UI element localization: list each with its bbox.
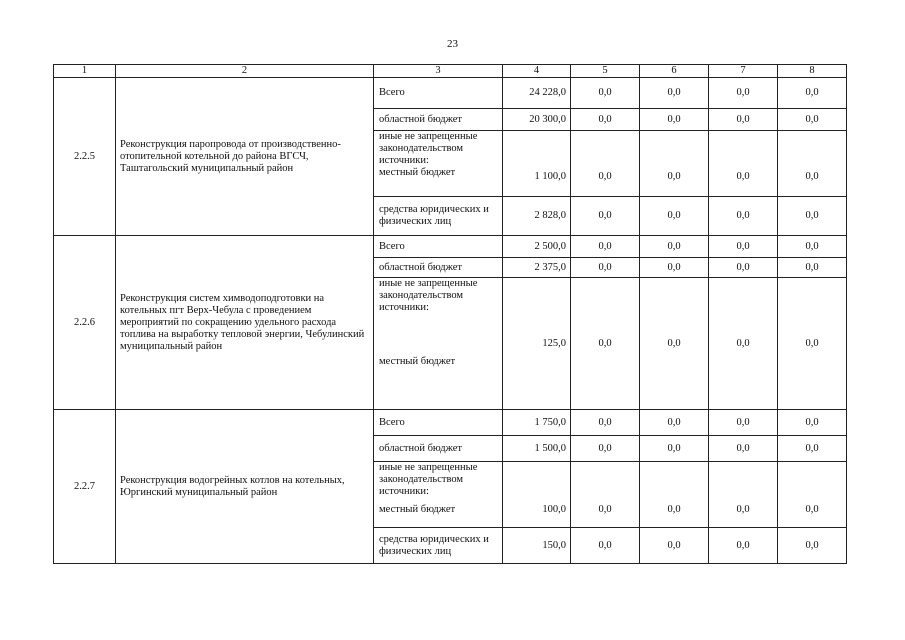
value-cell: 0,0 (778, 236, 847, 258)
value-cell: 0,0 (640, 528, 709, 564)
value-cell: 0,0 (571, 109, 640, 131)
column-header: 6 (640, 65, 709, 78)
value-cell: 2 500,0 (503, 236, 571, 258)
value-cell: 2 828,0 (503, 197, 571, 236)
table-row (54, 410, 847, 436)
value-cell: 20 300,0 (503, 109, 571, 131)
value-cell: 0,0 (709, 462, 778, 528)
source-label: Всего (374, 236, 503, 258)
value-cell: 1 100,0 (503, 131, 571, 197)
source-label: областной бюджет (374, 109, 503, 131)
value-cell: 0,0 (640, 109, 709, 131)
source-label: средства юридических и физических лиц (374, 528, 503, 564)
value-cell: 0,0 (778, 278, 847, 410)
table-row (54, 236, 847, 258)
value-cell: 0,0 (640, 78, 709, 109)
source-label: областной бюджет (374, 258, 503, 278)
column-header: 4 (503, 65, 571, 78)
value-cell: 0,0 (778, 410, 847, 436)
value-cell: 0,0 (640, 236, 709, 258)
source-label: средства юридических и физических лиц (374, 197, 503, 236)
item-name: Реконструкция паропровода от производственно-отопительной котельной до района ВГСЧ, Таштагольский муниципальный район (116, 78, 374, 236)
value-cell: 0,0 (709, 78, 778, 109)
source-label (374, 131, 503, 197)
value-cell: 0,0 (709, 278, 778, 410)
value-cell: 0,0 (571, 462, 640, 528)
value-cell: 150,0 (503, 528, 571, 564)
value-cell: 0,0 (571, 78, 640, 109)
value-cell: 0,0 (571, 278, 640, 410)
value-cell: 0,0 (640, 131, 709, 197)
other-sources-heading: иные не запрещенные законодательством источники: (379, 462, 478, 497)
value-cell: 0,0 (778, 78, 847, 109)
value-cell: 0,0 (709, 258, 778, 278)
value-cell: 2 375,0 (503, 258, 571, 278)
item-name: Реконструкция систем химводоподготовки на котельных пгт Верх-Чебула с проведением мероприятий по сокращению удельного расхода топлива на выработку тепловой энергии, Чебулинский муниципальный район (116, 236, 374, 410)
value-cell: 0,0 (640, 436, 709, 462)
value-cell: 0,0 (571, 131, 640, 197)
source-label: Всего (374, 410, 503, 436)
column-header: 7 (709, 65, 778, 78)
value-cell: 0,0 (571, 236, 640, 258)
value-cell: 0,0 (640, 462, 709, 528)
other-sources-heading: иные не запрещенные законодательством источники: (379, 278, 478, 313)
value-cell: 0,0 (709, 236, 778, 258)
value-cell: 0,0 (709, 131, 778, 197)
value-cell: 0,0 (571, 197, 640, 236)
page-number: 23 (447, 38, 458, 50)
column-header: 3 (374, 65, 503, 78)
local-budget-label: местный бюджет (379, 356, 456, 367)
value-cell: 0,0 (571, 410, 640, 436)
local-budget-label: местный бюджет (379, 167, 456, 178)
value-cell: 0,0 (778, 131, 847, 197)
item-number: 2.2.6 (54, 236, 116, 410)
table-row (54, 78, 847, 109)
value-cell: 0,0 (571, 436, 640, 462)
source-label (374, 278, 503, 410)
value-cell: 0,0 (709, 197, 778, 236)
value-cell: 0,0 (778, 436, 847, 462)
value-cell: 0,0 (778, 258, 847, 278)
value-cell: 0,0 (709, 436, 778, 462)
value-cell: 0,0 (640, 197, 709, 236)
source-label: Всего (374, 78, 503, 109)
value-cell: 1 500,0 (503, 436, 571, 462)
value-cell: 0,0 (709, 410, 778, 436)
item-number: 2.2.5 (54, 78, 116, 236)
value-cell: 0,0 (709, 528, 778, 564)
item-name: Реконструкция водогрейных котлов на котельных, Юргинский муниципальный район (116, 410, 374, 564)
source-label (374, 462, 503, 528)
value-cell: 100,0 (503, 462, 571, 528)
value-cell: 0,0 (640, 258, 709, 278)
value-cell: 0,0 (709, 109, 778, 131)
value-cell: 0,0 (640, 278, 709, 410)
value-cell: 24 228,0 (503, 78, 571, 109)
value-cell: 0,0 (778, 462, 847, 528)
value-cell: 0,0 (640, 410, 709, 436)
column-number-row (54, 65, 847, 78)
budget-table (53, 64, 847, 564)
column-header: 2 (116, 65, 374, 78)
column-header: 8 (778, 65, 847, 78)
value-cell: 0,0 (571, 258, 640, 278)
value-cell: 1 750,0 (503, 410, 571, 436)
value-cell: 0,0 (778, 197, 847, 236)
value-cell: 0,0 (571, 528, 640, 564)
item-number: 2.2.7 (54, 410, 116, 564)
value-cell: 125,0 (503, 278, 571, 410)
local-budget-label: местный бюджет (379, 504, 456, 515)
value-cell: 0,0 (778, 109, 847, 131)
source-label: областной бюджет (374, 436, 503, 462)
column-header: 5 (571, 65, 640, 78)
column-header: 1 (54, 65, 116, 78)
other-sources-heading: иные не запрещенные законодательством источники: (379, 131, 478, 166)
value-cell: 0,0 (778, 528, 847, 564)
